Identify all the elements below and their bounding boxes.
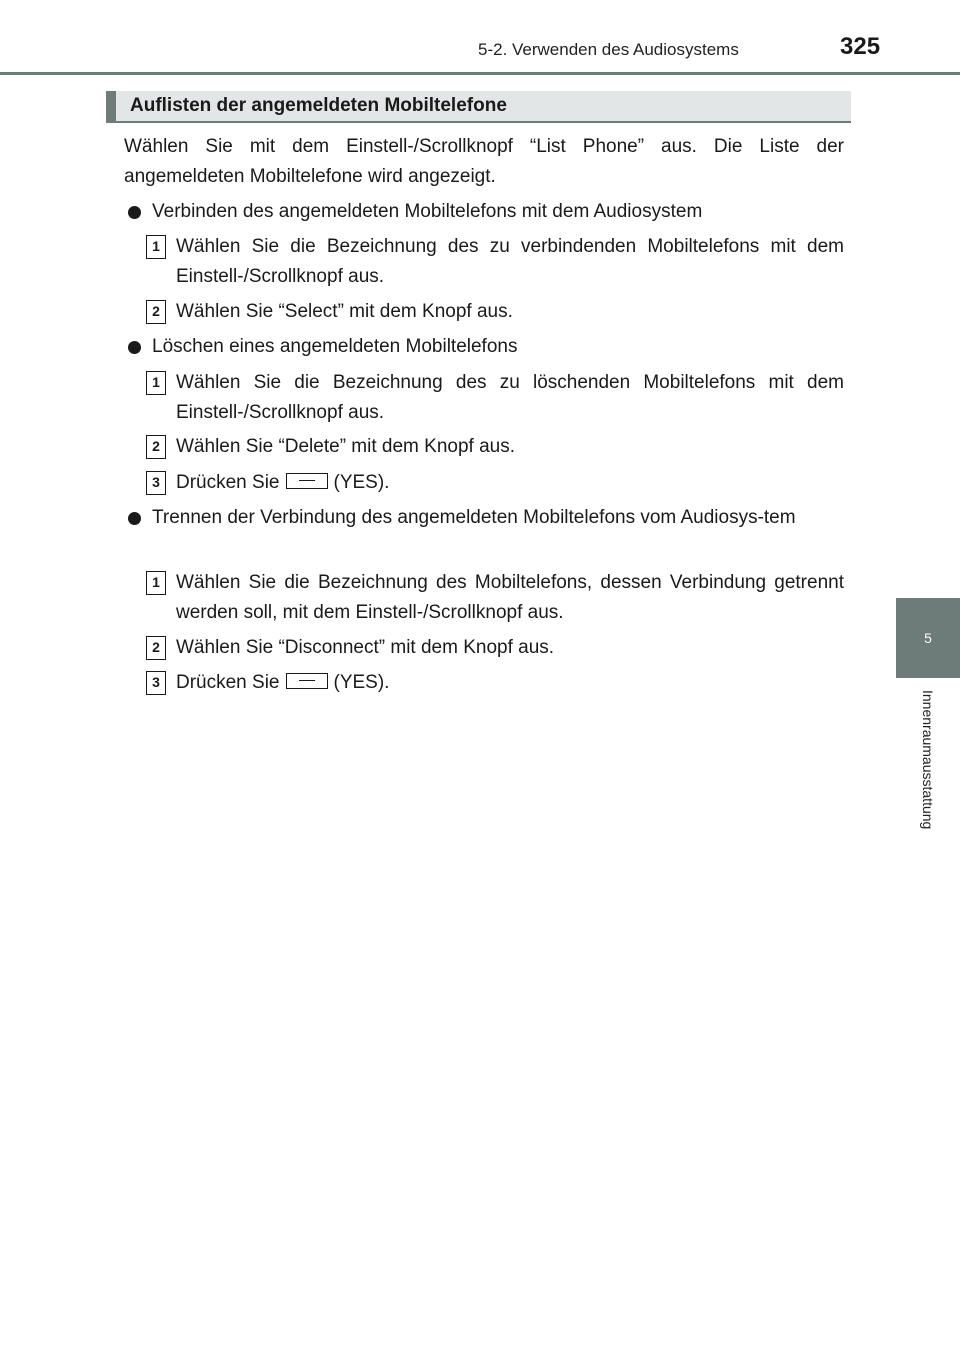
step-item (146, 432, 844, 462)
bullet-text: Verbinden des angemeldeten Mobiltelefons mit dem Audiosystem (152, 201, 703, 222)
step-text-after: (YES). (333, 472, 390, 493)
chapter-tab-text: Innenraumausstattung (920, 690, 936, 830)
bullet-dot-icon (128, 512, 141, 525)
step-number-badge: 2 (146, 636, 166, 660)
step-item (146, 297, 844, 327)
chapter-tab-number: 5 (924, 630, 932, 646)
step-number-badge: 2 (146, 300, 166, 324)
step-text: Wählen Sie “Select” mit dem Knopf aus. (176, 301, 513, 322)
step-text: Wählen Sie “Disconnect” mit dem Knopf aus. (176, 637, 555, 658)
step-text-before: Drücken Sie (176, 472, 280, 493)
step-text: Wählen Sie die Bezeichnung des zu verbindenden Mobiltelefons mit dem Einstell-/Scrollknopf aus. (176, 236, 844, 287)
bullet-item (124, 197, 844, 227)
step-text: Wählen Sie die Bezeichnung des zu löschenden Mobiltelefons mit dem Einstell-/Scrollknopf aus. (176, 372, 844, 423)
step-text-before: Drücken Sie (176, 672, 280, 693)
bullet-dot-icon (128, 206, 141, 219)
step-number-badge: 2 (146, 435, 166, 459)
step-number-badge: 1 (146, 235, 166, 259)
step-text: Wählen Sie “Delete” mit dem Knopf aus. (176, 436, 515, 457)
chapter-tab (896, 598, 960, 678)
section-heading-bar (106, 91, 851, 123)
step-item (146, 232, 844, 292)
button-key-icon (286, 473, 328, 489)
step-number-badge: 1 (146, 571, 166, 595)
step-item (146, 468, 844, 498)
step-text (146, 468, 844, 498)
step-text: Wählen Sie die Bezeichnung des Mobiltelefons, dessen Verbindung getrennt werden soll, mit dem Einstell-/Scrollknopf aus. (176, 572, 844, 623)
step-number-badge: 1 (146, 371, 166, 395)
bullet-dot-icon (128, 341, 141, 354)
bullet-item (124, 503, 844, 533)
step-item (146, 668, 844, 698)
bullet-text: Löschen eines angemeldeten Mobiltelefons (152, 336, 518, 357)
step-number-badge: 3 (146, 671, 166, 695)
chapter-tab-label (896, 690, 960, 870)
step-item (146, 568, 844, 628)
header-divider (0, 72, 960, 75)
button-key-icon (286, 673, 328, 689)
step-number-badge: 3 (146, 471, 166, 495)
step-text-after: (YES). (333, 672, 390, 693)
step-text (146, 668, 844, 698)
section-intro: Wählen Sie mit dem Einstell-/Scrollknopf “List Phone” aus. Die Liste der angemeldeten Mobiltelefone wird angezeigt. (124, 136, 844, 187)
bullet-text: Trennen der Verbindung des angemeldeten Mobiltelefons vom Audiosys-tem (152, 507, 796, 528)
header-section-title: 5-2. Verwenden des Audiosystems (478, 40, 739, 59)
step-item (146, 633, 844, 663)
page-number: 325 (840, 33, 881, 60)
step-item (146, 368, 844, 428)
section-title: Auflisten der angemeldeten Mobiltelefone (130, 95, 507, 116)
bullet-item (124, 332, 844, 362)
